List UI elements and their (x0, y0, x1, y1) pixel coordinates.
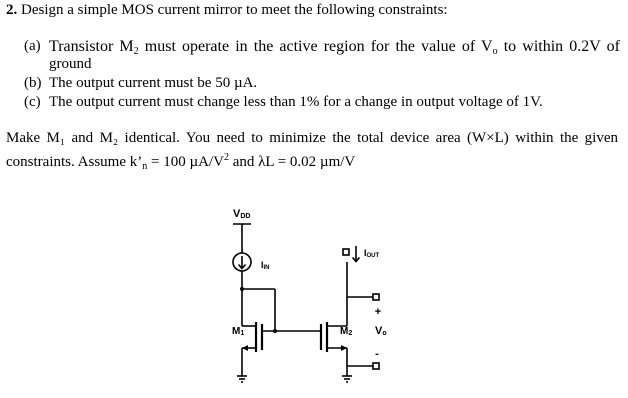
problem-title: Design a simple MOS current mirror to meet the following constraints: (21, 2, 448, 18)
vo-plus-terminal (373, 294, 379, 300)
constraint-c-label: (c) (24, 94, 41, 110)
vo-minus-sign: - (375, 348, 379, 360)
m1-label: M1 (232, 326, 245, 337)
constraint-a-text: Transistor $M_2$ must operate in the active region for the value of $V_o$ to within 0.2V of (49, 38, 620, 57)
iin-label: IIN (261, 260, 270, 271)
constraint-b-label: (b) (24, 75, 42, 91)
vo-label: Vo (375, 325, 387, 337)
constraint-c-text: The output current must change less than 1% for a change in output voltage of 1V. (49, 94, 543, 110)
vo-minus-terminal (373, 363, 379, 369)
constraint-b-text: The output current must be 50 µA. (49, 75, 258, 91)
vdd-label: VDD (233, 208, 251, 220)
problem-number: 2. (6, 2, 18, 18)
m2-source-arrow-icon (341, 345, 347, 351)
assumption-line-2: constraints. Assume $k’_n = 100$ $\mu A/V^2$ and λL = 0.02 µm/V (6, 152, 356, 172)
assumption-line-1: Make M₁ and M₂ identical. You need to minimize the total device area (W×L) within the given (6, 130, 618, 146)
iout-label: IOUT (364, 248, 380, 259)
constraint-a-label: (a) (24, 38, 41, 54)
m2-label: M2 (340, 326, 353, 337)
constraint-a-continuation: ground (49, 56, 92, 72)
vo-plus-sign: + (374, 306, 382, 318)
m1-source-arrow-icon (242, 345, 248, 351)
iout-terminal (343, 249, 349, 255)
